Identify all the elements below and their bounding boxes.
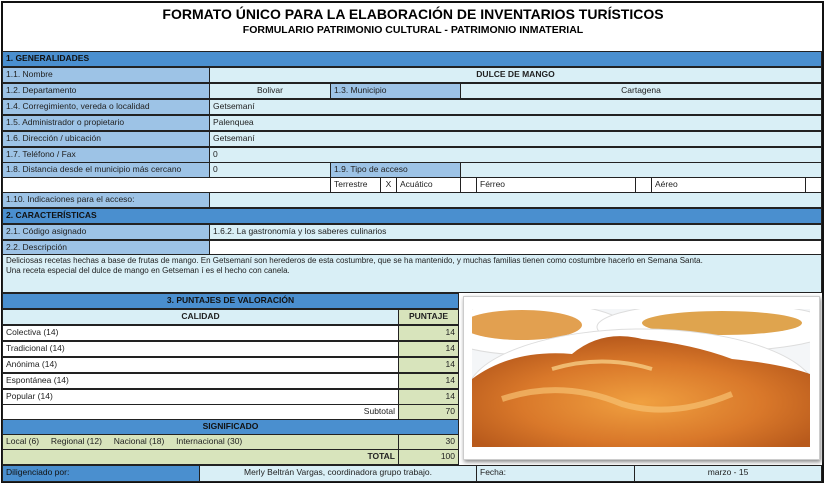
telefono-label: 1.7. Teléfono / Fax xyxy=(2,147,210,163)
puntaje-header: PUNTAJE xyxy=(398,309,459,325)
form-subtitle: FORMULARIO PATRIMONIO CULTURAL - PATRIMONIO INMATERIAL xyxy=(242,24,584,36)
direccion-label: 1.6. Dirección / ubicación xyxy=(2,131,210,147)
section-caracteristicas: 2. CARACTERÍSTICAS xyxy=(2,208,822,224)
significado-header: SIGNIFICADO xyxy=(2,419,459,435)
diligenciado-value: Merly Beltrán Vargas, coordinadora grupo trabajo. xyxy=(199,465,477,482)
municipio-value: Cartagena xyxy=(460,83,822,99)
form-title: FORMATO ÚNICO PARA LA ELABORACIÓN DE INVENTARIOS TURÍSTICOS xyxy=(162,6,664,22)
subtotal-value: 70 xyxy=(398,404,459,420)
direccion-value: Getsemaní xyxy=(209,131,822,147)
subtotal-label: Subtotal xyxy=(2,404,399,420)
total-label: TOTAL xyxy=(2,449,399,465)
departamento-label: 1.2. Departamento xyxy=(2,83,210,99)
fecha-value: marzo - 15 xyxy=(634,465,822,482)
distancia-value: 0 xyxy=(209,162,331,178)
total-value: 100 xyxy=(398,449,459,465)
access-ferreo: Férreo xyxy=(476,177,636,193)
descripcion-line-1: Deliciosas recetas hechas a base de frutas de mango. En Getsemaní son herederos de esta costumbre, que se ha mantenido, y muchas familias tienen como costumbre hacerlo en Semana Santa. xyxy=(6,256,703,265)
codigo-label: 2.1. Código asignado xyxy=(2,224,210,240)
corregimiento-value: Getsemaní xyxy=(209,99,822,115)
access-acuatico: Acuático xyxy=(396,177,461,193)
nombre-label: 1.1. Nombre xyxy=(2,67,210,83)
calidad-row-score: 14 xyxy=(398,373,459,389)
dulce-de-mango-photo xyxy=(463,296,820,460)
sig-nacional: Nacional (18) xyxy=(113,436,165,446)
nombre-value: DULCE DE MANGO xyxy=(209,67,822,83)
fecha-label: Fecha: xyxy=(476,465,635,482)
calidad-header: CALIDAD xyxy=(2,309,399,325)
access-terrestre: Terrestre xyxy=(330,177,381,193)
telefono-value: 0 xyxy=(209,147,822,163)
calidad-row-label: Popular (14) xyxy=(2,389,399,405)
calidad-row-label: Colectiva (14) xyxy=(2,325,399,341)
access-acuatico-mark[interactable] xyxy=(460,177,477,193)
indicaciones-label: 1.10. Indicaciones para el acceso: xyxy=(2,192,210,208)
diligenciado-label: Diligenciado por: xyxy=(2,465,200,482)
indicaciones-value xyxy=(209,192,822,208)
access-terrestre-mark[interactable]: X xyxy=(380,177,397,193)
descripcion-header-blank xyxy=(209,240,822,255)
descripcion-text xyxy=(2,254,822,293)
section-generalidades: 1. GENERALIDADES xyxy=(2,51,822,67)
administrador-value: Palenquea xyxy=(209,115,822,131)
calidad-row-label: Tradicional (14) xyxy=(2,341,399,357)
corregimiento-label: 1.4. Corregimiento, vereda o localidad xyxy=(2,99,210,115)
departamento-value: Bolivar xyxy=(209,83,331,99)
municipio-label: 1.3. Municipio xyxy=(330,83,461,99)
tipo-acceso-label: 1.9. Tipo de acceso xyxy=(330,162,461,178)
sig-local: Local (6) xyxy=(6,436,40,446)
access-ferreo-mark[interactable] xyxy=(635,177,652,193)
significado-value: 30 xyxy=(398,434,459,450)
administrador-label: 1.5. Administrador o propietario xyxy=(2,115,210,131)
descripcion-line-2: Una receta especial del dulce de mango en Getseman í es el hecho con canela. xyxy=(6,266,290,275)
calidad-row-score: 14 xyxy=(398,389,459,405)
sig-regional: Regional (12) xyxy=(50,436,102,446)
descripcion-label: 2.2. Descripción xyxy=(2,240,210,255)
codigo-value: 1.6.2. La gastronomía y los saberes culinarios xyxy=(209,224,822,240)
calidad-row-label: Anónima (14) xyxy=(2,357,399,373)
access-aereo: Aéreo xyxy=(651,177,806,193)
access-blank xyxy=(2,177,331,193)
section-puntajes: 3. PUNTAJES DE VALORACIÓN xyxy=(2,293,459,309)
calidad-row-score: 14 xyxy=(398,341,459,357)
calidad-row-label: Espontánea (14) xyxy=(2,373,399,389)
calidad-row-score: 14 xyxy=(398,357,459,373)
calidad-row-score: 14 xyxy=(398,325,459,341)
access-aereo-mark[interactable] xyxy=(805,177,822,193)
distancia-label: 1.8. Distancia desde el municipio más cercano xyxy=(2,162,210,178)
significado-options xyxy=(2,434,399,450)
tipo-acceso-value xyxy=(460,162,822,178)
sig-internacional: Internacional (30) xyxy=(176,436,243,446)
